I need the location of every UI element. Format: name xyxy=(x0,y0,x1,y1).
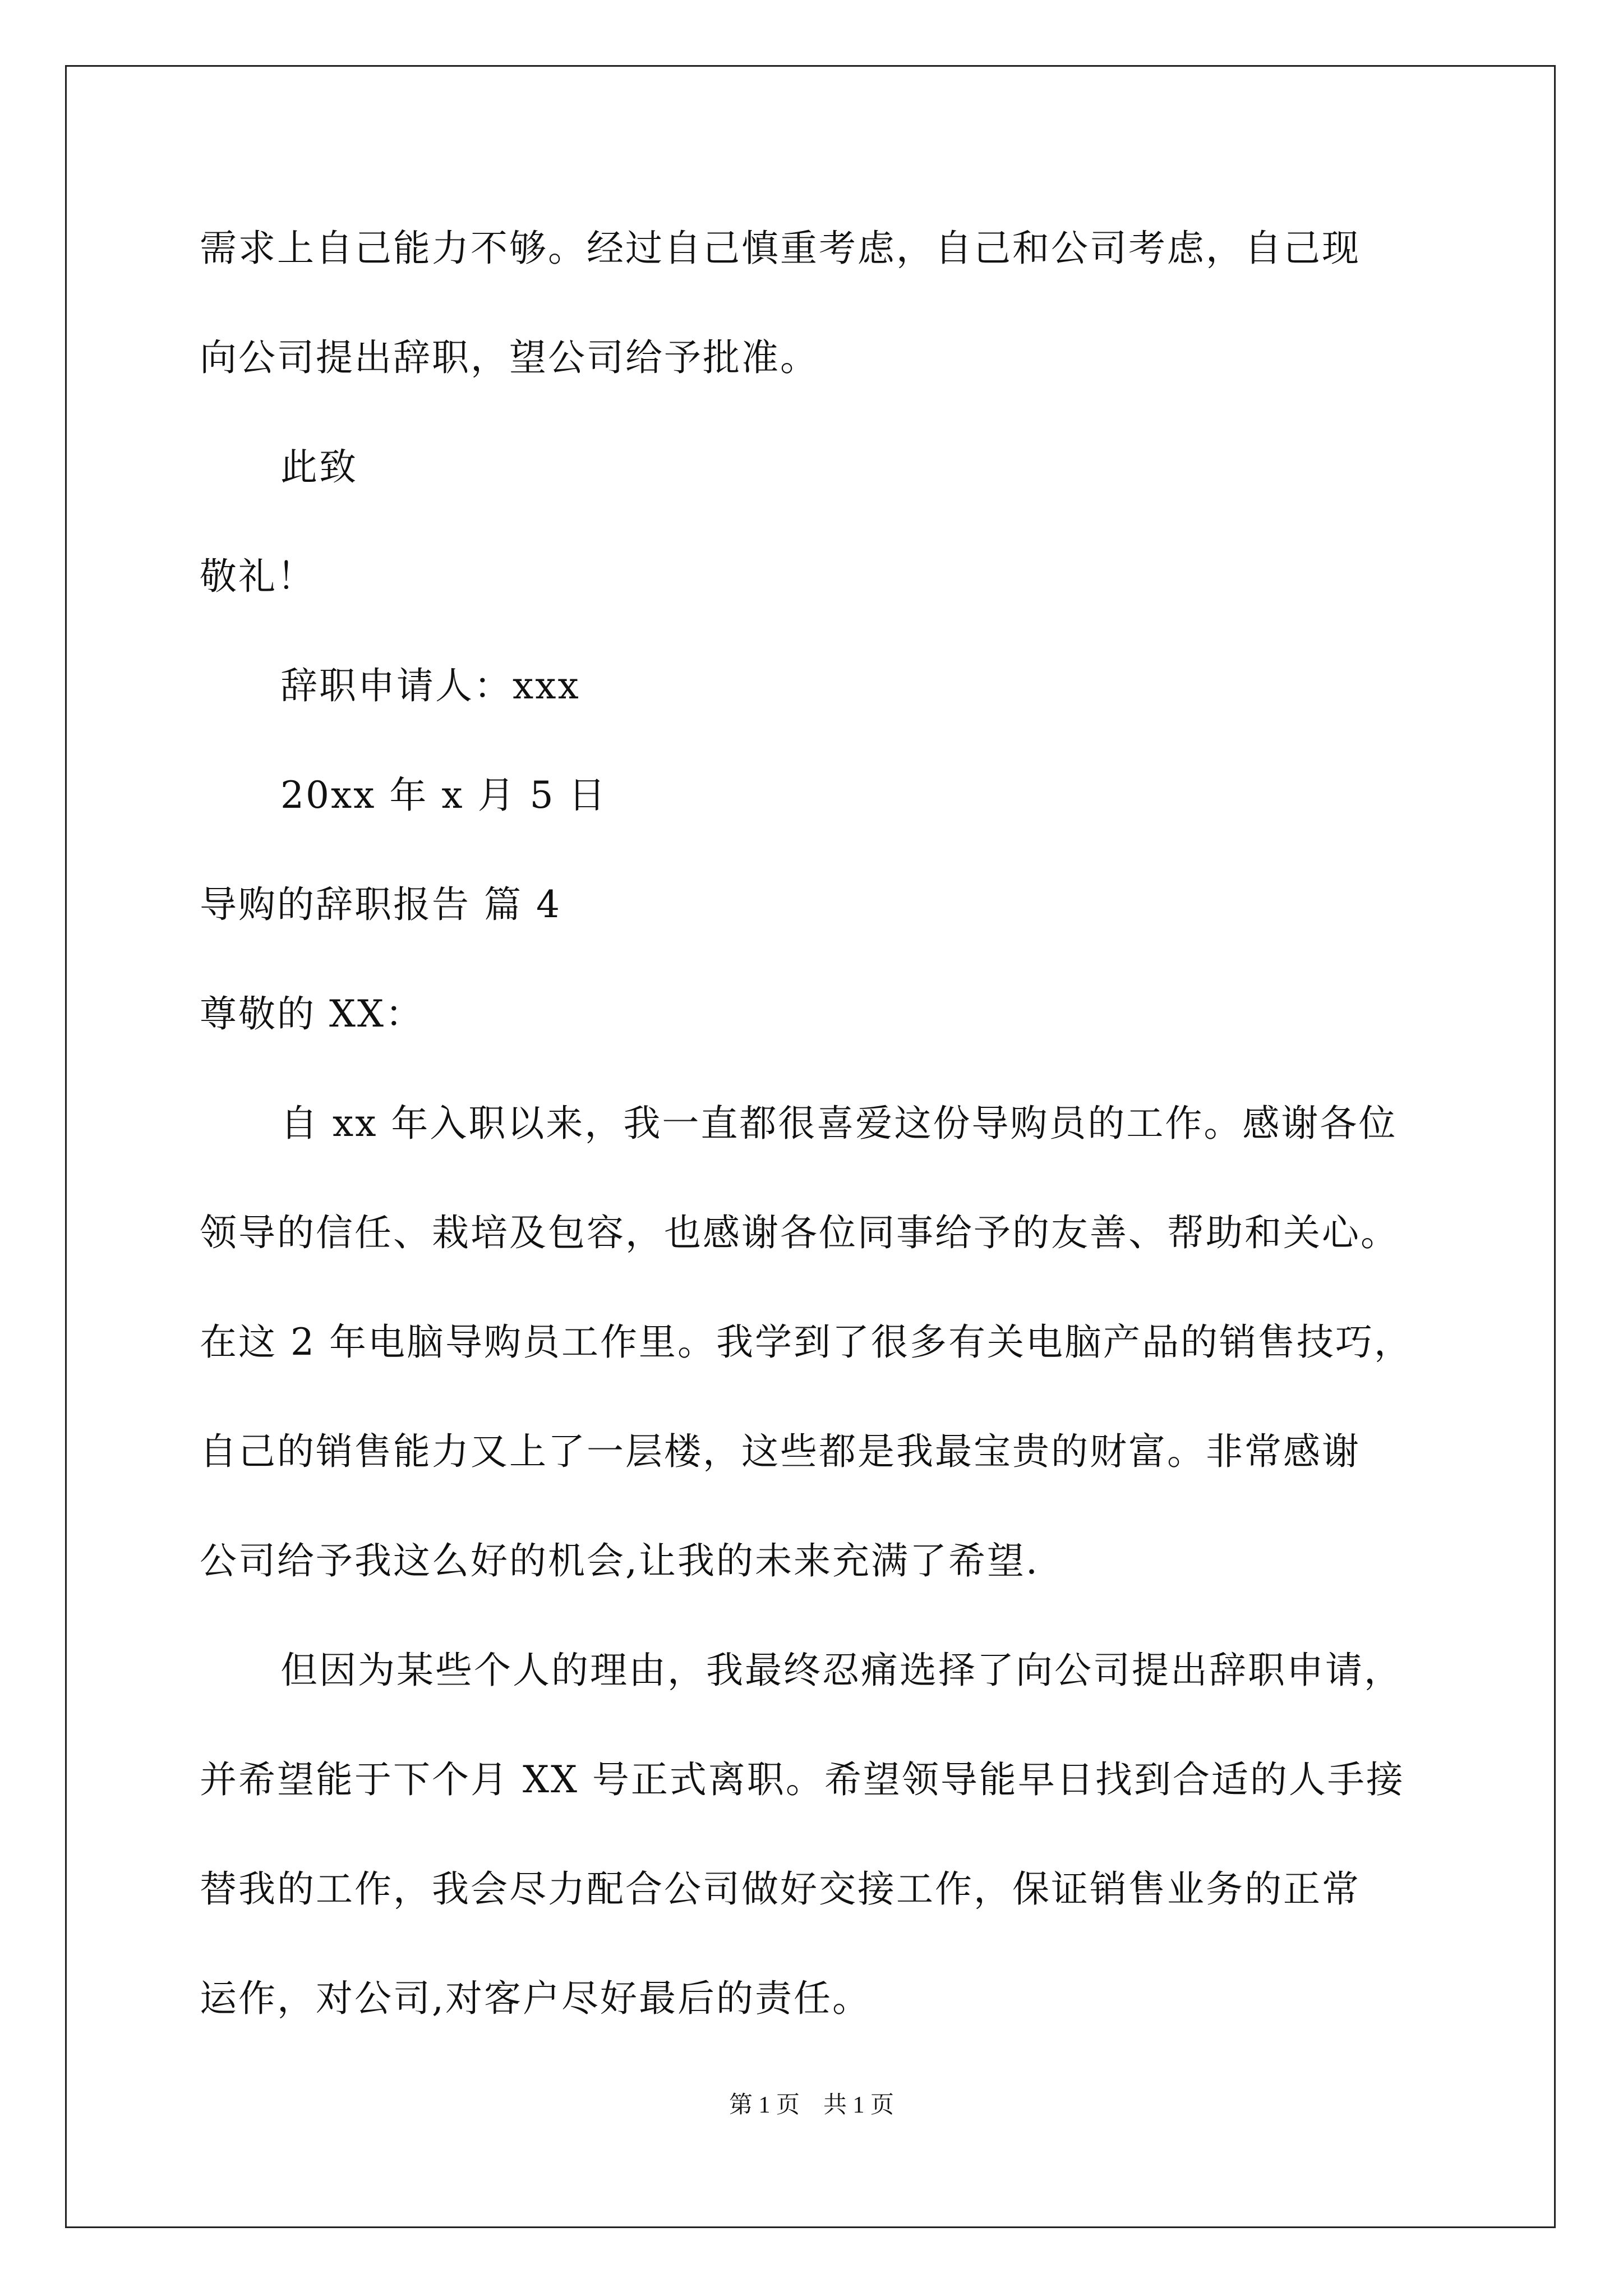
paragraph-2-line-2: 并希望能于下个月 XX 号正式离职。希望领导能早日找到合适的人手接 xyxy=(200,1758,1405,1801)
signature-line: 辞职申请人：xxx xyxy=(280,664,580,707)
paragraph-1-line-2: 领导的信任、栽培及包容，也感谢各位同事给予的友善、帮助和关心。 xyxy=(200,1211,1399,1254)
body-line-1: 需求上自己能力不够。经过自己慎重考虑，自己和公司考虑，自己现 xyxy=(200,227,1361,270)
paragraph-1-line-5: 公司给予我这么好的机会,让我的未来充满了希望. xyxy=(200,1539,1039,1582)
closing-salutation: 此致 xyxy=(280,445,358,489)
page-number-footer: 第 1 页 共 1 页 xyxy=(728,2092,894,2118)
section-title: 导购的辞职报告 篇 4 xyxy=(200,883,561,926)
date-line: 20xx 年 x 月 5 日 xyxy=(280,774,607,817)
paragraph-2-line-3: 替我的工作，我会尽力配合公司做好交接工作，保证销售业务的正常 xyxy=(200,1867,1361,1911)
paragraph-1-line-1: 自 xx 年入职以来，我一直都很喜爱这份导购员的工作。感谢各位 xyxy=(280,1102,1398,1145)
paragraph-1-line-4: 自己的销售能力又上了一层楼，这些都是我最宝贵的财富。非常感谢 xyxy=(200,1430,1361,1473)
paragraph-2-line-4: 运作，对公司,对客户尽好最后的责任。 xyxy=(200,1977,871,2020)
body-line-2: 向公司提出辞职，望公司给予批准。 xyxy=(200,336,819,379)
paragraph-1-line-3: 在这 2 年电脑导购员工作里。我学到了很多有关电脑产品的销售技巧， xyxy=(200,1320,1413,1364)
closing-regards: 敬礼！ xyxy=(200,555,316,598)
greeting-line: 尊敬的 XX： xyxy=(200,992,424,1036)
paragraph-2-line-1: 但因为某些个人的理由，我最终忍痛选择了向公司提出辞职申请， xyxy=(280,1649,1403,1692)
